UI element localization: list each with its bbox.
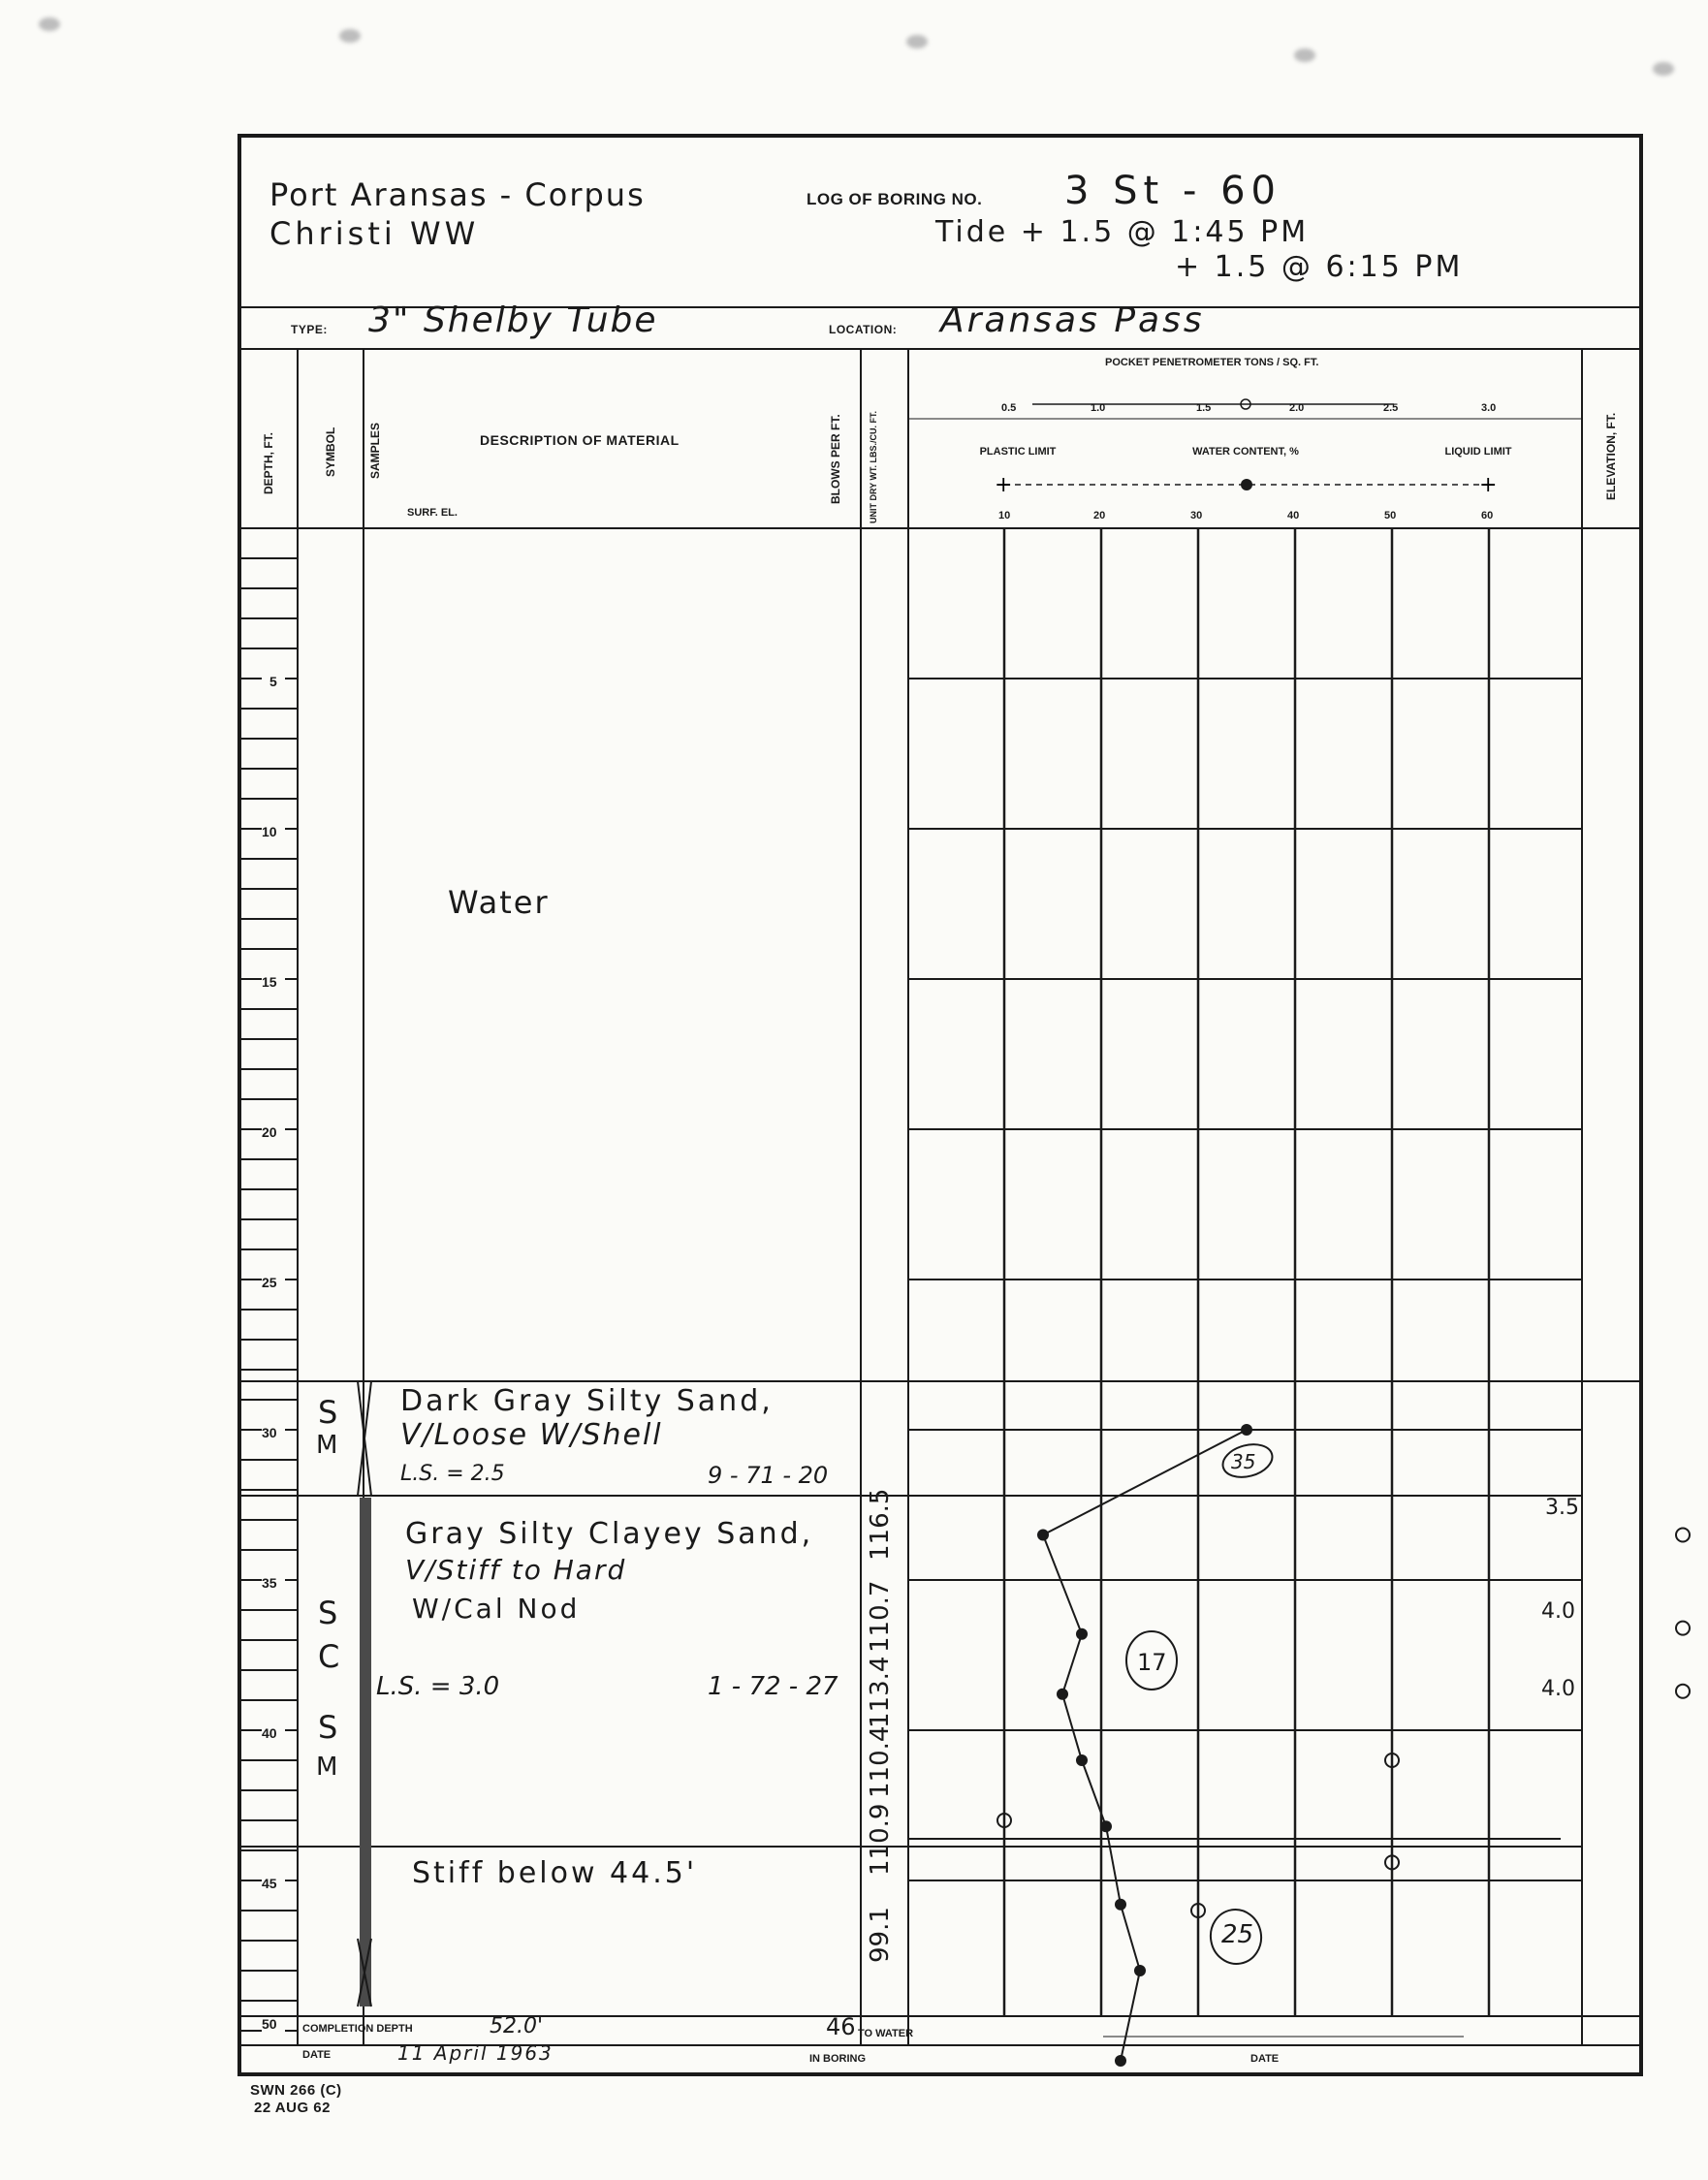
project-name-line1: Port Aransas - Corpus: [269, 176, 646, 213]
circled-number: 17: [1137, 1649, 1167, 1676]
layer2-description-line1: Gray Silty Clayey Sand,: [405, 1517, 814, 1551]
completion-depth-value: 52.0': [490, 2014, 544, 2038]
plastic-limit-header: PLASTIC LIMIT: [979, 446, 1057, 458]
layer1-code: 9 - 71 - 20: [708, 1462, 829, 1489]
water-content-point: [1115, 1899, 1126, 1911]
pen-value: 4.0: [1541, 1599, 1575, 1624]
log-of-boring-label: LOG OF BORING NO.: [807, 190, 983, 208]
depth-label: 50: [262, 2016, 277, 2032]
depth-label: 20: [262, 1124, 277, 1140]
wc-scale-label: 40: [1287, 510, 1300, 521]
to-water-label: TO WATER: [858, 2028, 914, 2039]
location-label: LOCATION:: [829, 323, 898, 336]
layer1-liquid-limit-note: L.S. = 2.5: [400, 1462, 505, 1486]
boring-number: 3 St - 60: [1064, 169, 1281, 213]
pocket-penetrometer-header: POCKET PENETROMETER TONS / SQ. FT.: [1105, 357, 1319, 368]
wc-scale-label: 10: [998, 510, 1011, 521]
depth-label: 25: [262, 1275, 277, 1290]
unit-weight-value: 99.1: [866, 1907, 895, 1963]
form-number: SWN 266 (C): [250, 2082, 342, 2099]
location-value: Aransas Pass: [940, 300, 1205, 340]
type-label: TYPE:: [291, 323, 328, 336]
date-label: DATE: [302, 2049, 332, 2061]
layer2-symbol-c: C: [318, 1638, 340, 1675]
in-boring-label: IN BORING: [809, 2053, 867, 2065]
unit-weight-value: 110.4: [866, 1725, 895, 1798]
plastic-limit-legend-marker: +: [995, 473, 1013, 497]
water-content-point: [1076, 1628, 1088, 1640]
tide-note-2: + 1.5 @ 6:15 PM: [1175, 250, 1464, 284]
tide-note-1: Tide + 1.5 @ 1:45 PM: [935, 215, 1310, 249]
layer2-description-line2: V/Stiff to Hard: [405, 1554, 627, 1586]
water-content-point: [1076, 1754, 1088, 1766]
water-content-point: [1134, 1965, 1146, 1976]
circled-number: 35: [1231, 1450, 1256, 1473]
layer1-description-line2: V/Loose W/Shell: [400, 1418, 663, 1452]
layer2-code: 1 - 72 - 27: [708, 1672, 838, 1701]
wc-legend-marker: [1241, 479, 1252, 490]
water-content-point: [1100, 1820, 1112, 1832]
depth-label: 10: [262, 824, 277, 839]
water-content-header: WATER CONTENT, %: [1192, 446, 1299, 458]
layer3-description: Stiff below 44.5': [412, 1856, 698, 1890]
layer2-symbol-m: M: [316, 1753, 338, 1782]
surface-elevation-label: SURF. EL.: [407, 507, 458, 519]
wc-scale-label: 20: [1093, 510, 1106, 521]
circled-number: 25: [1221, 1920, 1254, 1949]
pocket-pen-point: [1676, 1685, 1690, 1698]
liquid-limit-legend-marker: +: [1479, 473, 1498, 497]
pocket-pen-point: [1676, 1622, 1690, 1635]
depth-label: 5: [269, 674, 277, 689]
depth-label: 15: [262, 974, 277, 990]
completion-depth-label: COMPLETION DEPTH: [302, 2023, 413, 2035]
depth-label: 35: [262, 1575, 277, 1591]
layer1-symbol-s: S: [318, 1394, 338, 1431]
depth-label: 30: [262, 1425, 277, 1440]
water-content-point: [1241, 1424, 1252, 1436]
unit-weight-value: 116.5: [866, 1488, 895, 1561]
pen-value: 3.5: [1545, 1496, 1579, 1520]
pen-scale-label: 1.0: [1091, 402, 1106, 414]
pen-scale-label: 2.5: [1383, 402, 1399, 414]
wc-scale-label: 60: [1481, 510, 1494, 521]
water-layer-description: Water: [448, 884, 550, 921]
samples-column-header: SAMPLES: [368, 422, 382, 479]
depth-column-header: DEPTH, FT.: [262, 431, 275, 494]
water-content-line: [1043, 1430, 1247, 2061]
unit-dry-weight-column-header: UNIT DRY WT. LBS./CU. FT.: [869, 411, 878, 523]
layer2-description-line3: W/Cal Nod: [412, 1593, 581, 1625]
layer1-description-line1: Dark Gray Silty Sand,: [400, 1384, 774, 1418]
pen-value: 4.0: [1541, 1677, 1575, 1701]
symbol-column-header: SYMBOL: [324, 427, 337, 477]
layer2-liquid-limit-note: L.S. = 3.0: [376, 1672, 500, 1701]
completion-date-value: 11 April 1963: [397, 2041, 554, 2065]
sampler-type: 3" Shelby Tube: [368, 300, 658, 340]
depth-to-water-value: 46: [826, 2013, 856, 2040]
water-content-point: [1057, 1689, 1068, 1700]
wc-scale-label: 50: [1384, 510, 1397, 521]
unit-weight-value: 110.7: [866, 1580, 895, 1653]
water-content-point: [1115, 2055, 1126, 2067]
unit-weight-value: 113.4: [866, 1656, 895, 1728]
project-name-line2: Christi WW: [269, 215, 480, 252]
blows-column-header: BLOWS PER FT.: [829, 414, 842, 504]
layer1-symbol-m: M: [316, 1431, 338, 1460]
form-date: 22 AUG 62: [254, 2100, 331, 2116]
pen-scale-label: 2.0: [1289, 402, 1305, 414]
description-column-header: DESCRIPTION OF MATERIAL: [480, 432, 680, 448]
date2-label: DATE: [1250, 2053, 1280, 2065]
pocket-pen-point: [1676, 1529, 1690, 1542]
wc-scale-label: 30: [1190, 510, 1203, 521]
pen-scale-label: 3.0: [1481, 402, 1497, 414]
water-content-point: [1037, 1530, 1049, 1541]
liquid-limit-header: LIQUID LIMIT: [1444, 446, 1512, 458]
depth-label: 45: [262, 1876, 277, 1891]
unit-weight-value: 110.9: [866, 1803, 895, 1876]
pen-scale-label: 1.5: [1196, 402, 1212, 414]
pen-scale-label: 0.5: [1001, 402, 1017, 414]
depth-label: 40: [262, 1725, 277, 1741]
layer2-symbol-s: S: [318, 1595, 338, 1631]
elevation-column-header: ELEVATION, FT.: [1604, 412, 1618, 500]
layer2-symbol-s: S: [318, 1709, 338, 1746]
